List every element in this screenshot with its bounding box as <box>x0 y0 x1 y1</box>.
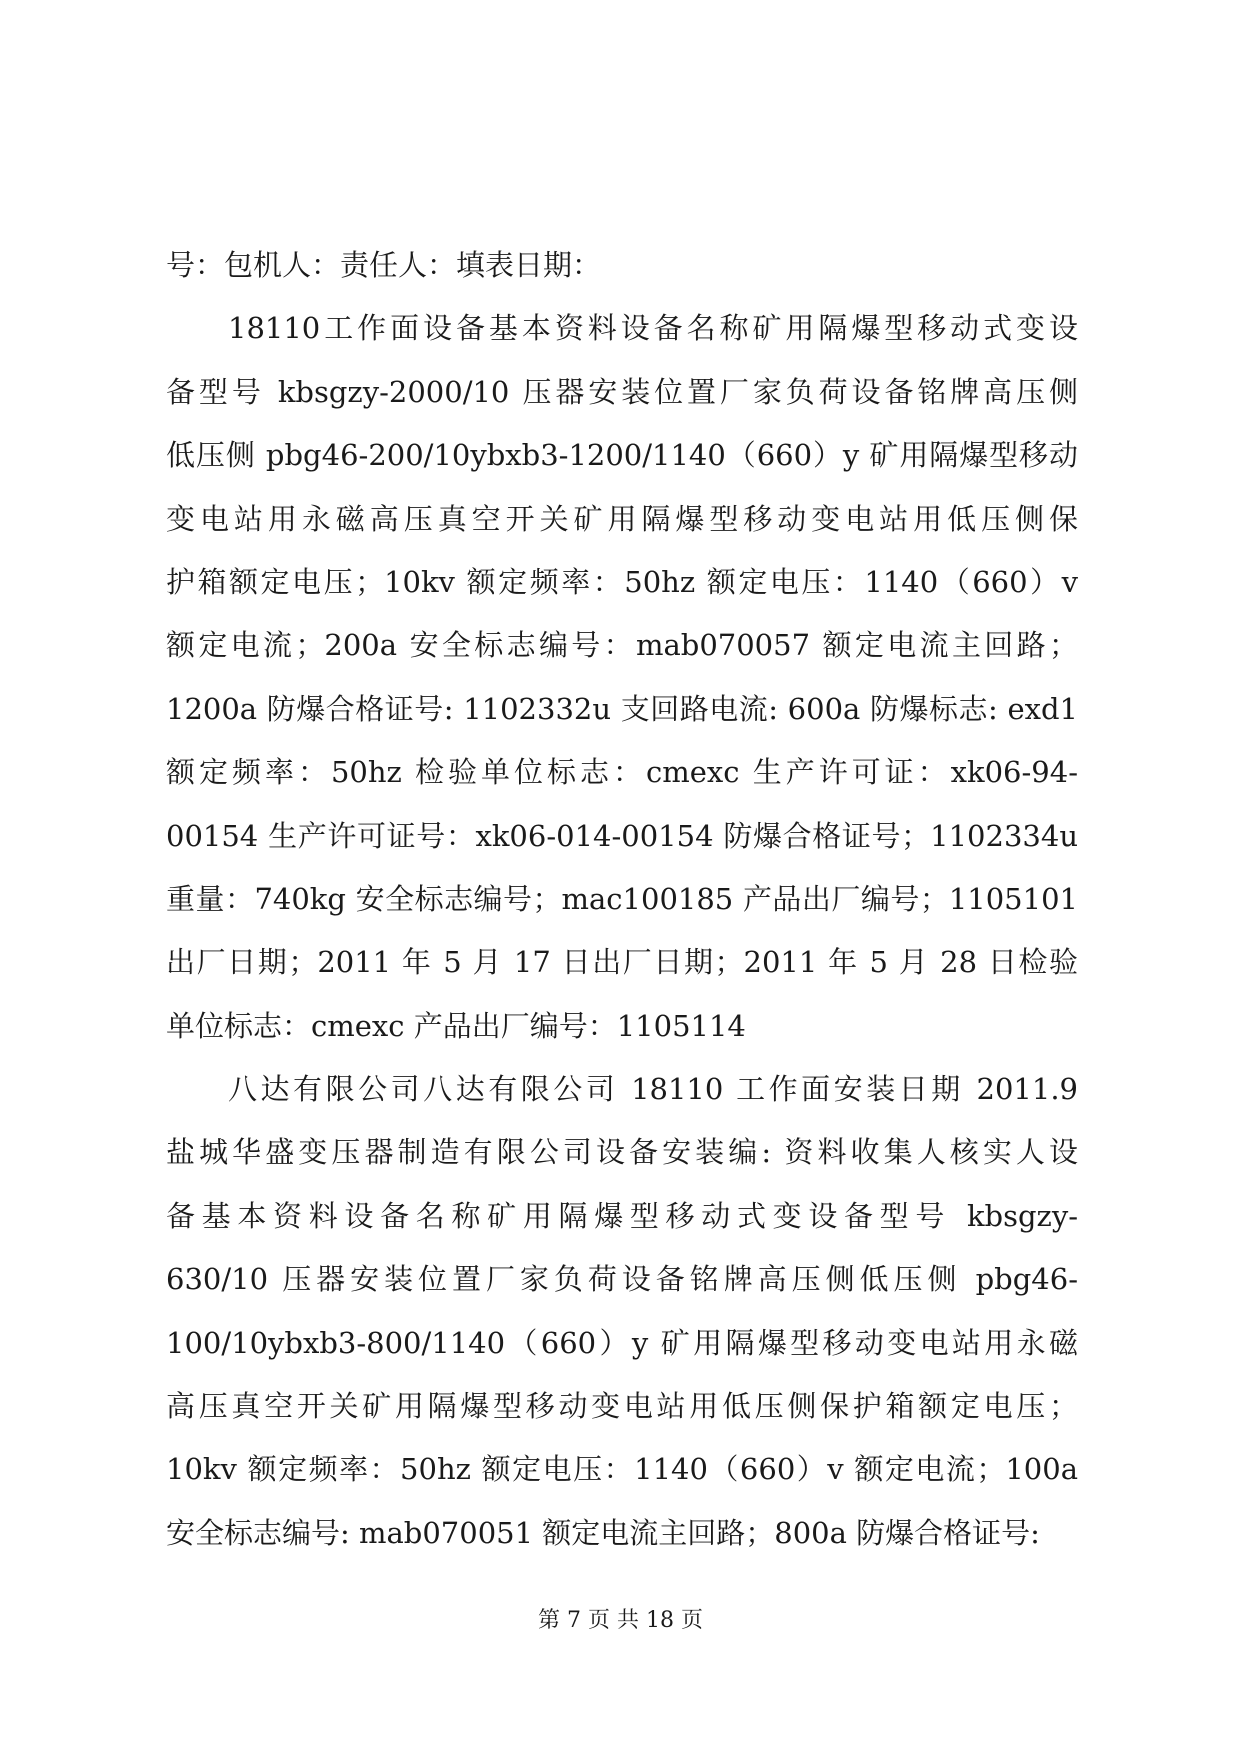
text-line: 重量：740kg 安全标志编号；mac100185 产品出厂编号；1105101 <box>166 881 1078 916</box>
text-line: 单位标志：cmexc 产品出厂编号：1105114 <box>166 1008 746 1043</box>
text-line: 00154 生产许可证号：xk06-014-00154 防爆合格证号；1102334u <box>166 818 1078 853</box>
text-line: 1200a 防爆合格证号: 1102332u 支回路电流: 600a 防爆标志: exd1 <box>166 691 1078 726</box>
document-body <box>166 234 1078 1565</box>
text-line: 护箱额定电压；10kv 额定频率：50hz 额定电压：1140（660）v <box>166 564 1078 599</box>
text-line: 备型号 kbsgzy-2000/10 压器安装位置厂家负荷设备铭牌高压侧 <box>166 374 1078 409</box>
text-line: 高压真空开关矿用隔爆型移动变电站用低压侧保护箱额定电压； <box>166 1389 1078 1424</box>
text-line: 号：包机人：责任人：填表日期： <box>166 248 602 282</box>
text-line: 100/10ybxb3-800/1140（660）y 矿用隔爆型移动变电站用永磁 <box>166 1325 1078 1360</box>
text-line: 额定电流；200a 安全标志编号：mab070057 额定电流主回路； <box>166 628 1078 663</box>
text-line: 低压侧 pbg46-200/10ybxb3-1200/1140（660）y 矿用隔爆型移动 <box>166 438 1078 473</box>
text-line: 额定频率：50hz 检验单位标志：cmexc 生产许可证：xk06-94- <box>166 755 1078 790</box>
text-line: 630/10 压器安装位置厂家负荷设备铭牌高压侧低压侧 pbg46- <box>166 1262 1078 1297</box>
text-line: 10kv 额定频率：50hz 额定电压：1140（660）v 额定电流；100a <box>166 1452 1078 1487</box>
text-line: 八达有限公司八达有限公司 18110 工作面安装日期 2011.9 <box>228 1072 1078 1107</box>
text-line: 出厂日期；2011 年 5 月 17 日出厂日期；2011 年 5 月 28 日检验 <box>166 945 1078 980</box>
text-line: 18110工作面设备基本资料设备名称矿用隔爆型移动式变设 <box>228 311 1078 346</box>
page-footer: 第 7 页 共 18 页 <box>538 1608 703 1633</box>
text-line: 备基本资料设备名称矿用隔爆型移动式变设备型号 kbsgzy- <box>166 1198 1078 1233</box>
text-line: 变电站用永磁高压真空开关矿用隔爆型移动变电站用低压侧保 <box>166 501 1078 536</box>
text-line: 盐城华盛变压器制造有限公司设备安装编: 资料收集人核实人设 <box>166 1135 1078 1170</box>
text-line: 安全标志编号: mab070051 额定电流主回路；800a 防爆合格证号: <box>166 1515 1040 1550</box>
